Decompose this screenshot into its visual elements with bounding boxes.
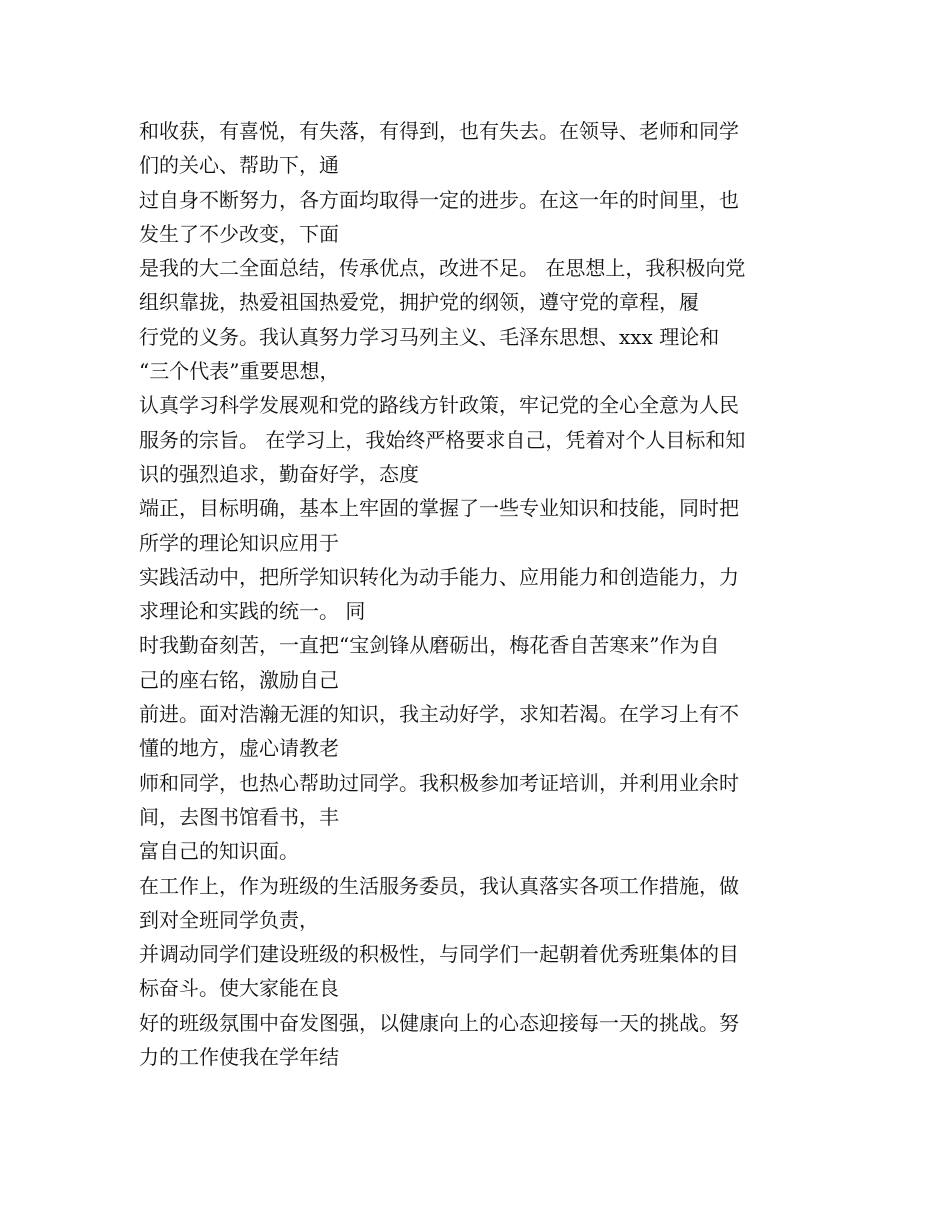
text-line: 好的班级氛围中奋发图强，以健康向上的心态迎接每一天的挑战。努 (139, 1010, 739, 1035)
text-line: 间，去图书馆看书，丰 (139, 804, 339, 829)
text-line: 懂的地方，虚心请教老 (139, 736, 339, 761)
text-line: 服务的宗旨。 在学习上，我始终严格要求自己，凭着对个人目标和知 (139, 427, 746, 452)
text-line: 富自己的知识面。 (139, 839, 299, 864)
text-line: 是我的大二全面总结，传承优点，改进不足。 在思想上，我积极向党 (139, 256, 746, 281)
text-line: 并调动同学们建设班级的积极性，与同学们一起朝着优秀班集体的目 (139, 942, 739, 967)
text-line: 标奋斗。使大家能在良 (139, 976, 339, 1001)
text-line: 前进。面对浩瀚无涯的知识，我主动好学，求知若渴。在学习上有不 (139, 702, 739, 727)
text-line: 时我勤奋刻苦，一直把“宝剑锋从磨砺出，梅花香自苦寒来”作为自 (139, 633, 720, 658)
text-line: 在工作上，作为班级的生活服务委员，我认真落实各项工作措施，做 (139, 873, 739, 898)
text-line: 行党的义务。我认真努力学习马列主义、毛泽东思想、xxx 理论和 (139, 324, 720, 349)
text-line: 力的工作使我在学年结 (139, 1045, 339, 1070)
text-line: 师和同学，也热心帮助过同学。我积极参加考证培训，并利用业余时 (139, 770, 739, 795)
text-line: 发生了不少改变，下面 (139, 221, 339, 246)
text-line: 过自身不断努力，各方面均取得一定的进步。在这一年的时间里，也 (139, 187, 739, 212)
text-line: 求理论和实践的统一。 同 (139, 599, 366, 624)
text-line: 所学的理论知识应用于 (139, 530, 339, 555)
text-line: 实践活动中，把所学知识转化为动手能力、应用能力和创造能力，力 (139, 564, 739, 589)
text-line: 到对全班同学负责， (139, 907, 319, 932)
text-line: 识的强烈追求，勤奋好学，态度 (139, 461, 419, 486)
text-line: 们的关心、帮助下，通 (139, 153, 339, 178)
text-line: “三个代表”重要思想， (139, 359, 340, 384)
text-line: 认真学习科学发展观和党的路线方针政策，牢记党的全心全意为人民 (139, 393, 739, 418)
text-line: 组织靠拢，热爱祖国热爱党，拥护党的纲领，遵守党的章程，履 (139, 290, 699, 315)
text-line: 端正，目标明确，基本上牢固的掌握了一些专业知识和技能，同时把 (139, 496, 739, 521)
document-body (139, 114, 819, 1074)
text-line: 和收获，有喜悦，有失落，有得到，也有失去。在领导、老师和同学 (139, 119, 739, 143)
text-line: 己的座右铭，激励自己 (139, 667, 339, 692)
